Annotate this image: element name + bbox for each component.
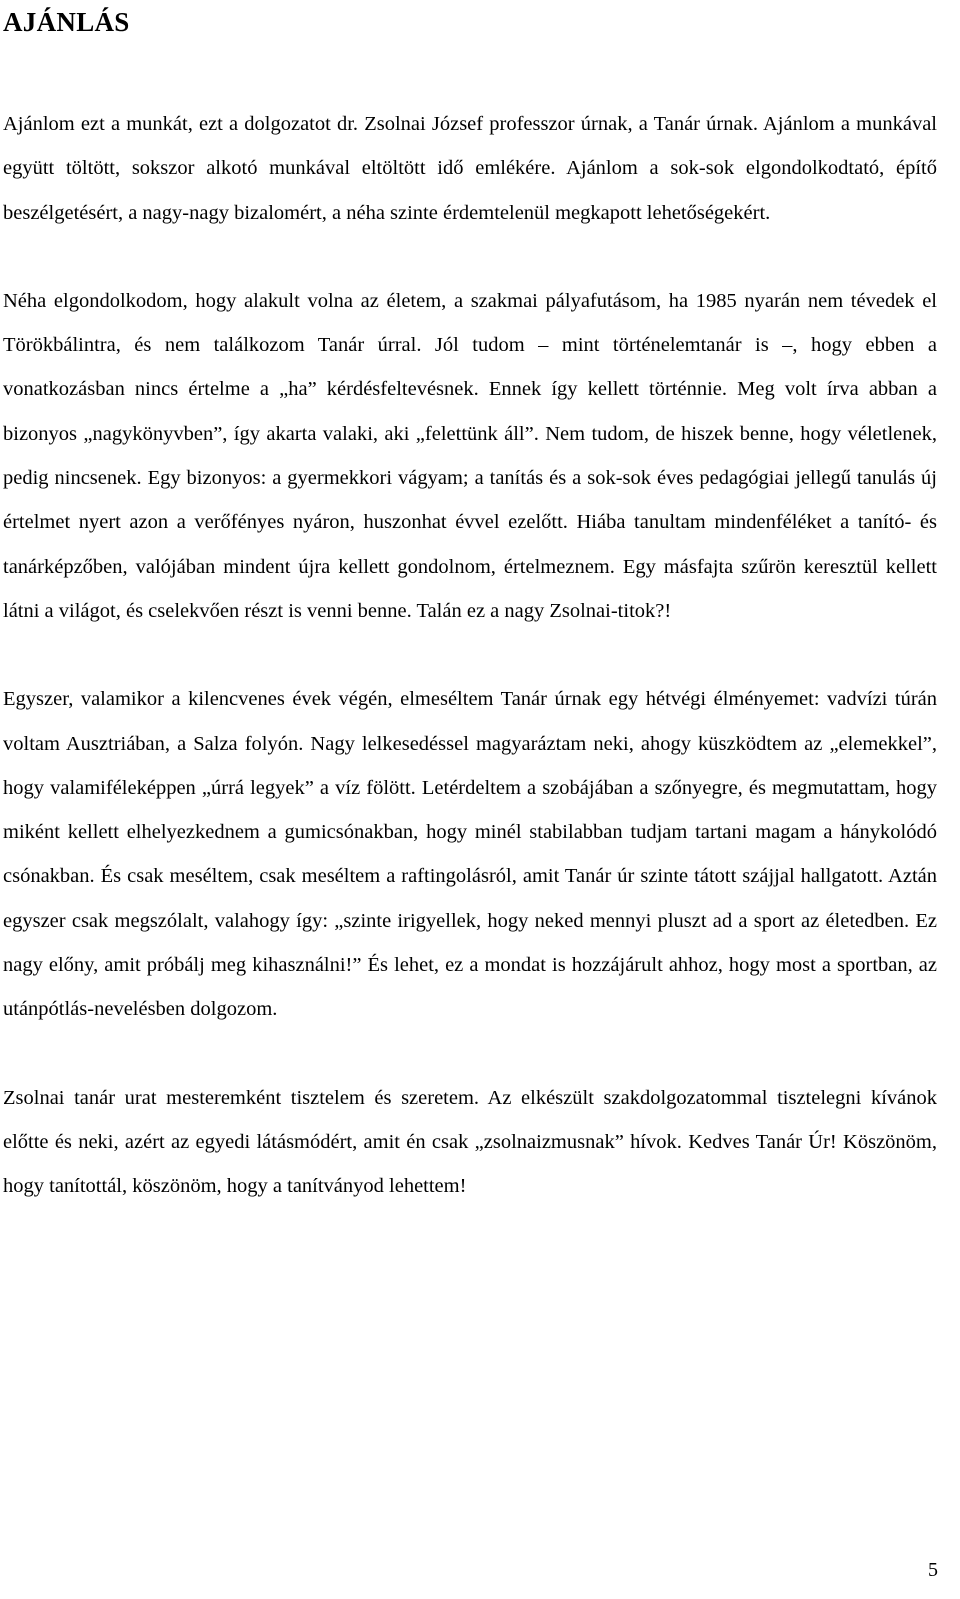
page-number: 5 [928,1559,938,1581]
paragraph-anecdote: Egyszer, valamikor a kilencvenes évek végén, elmeséltem Tanár úrnak egy hétvégi élményemet: vadvízi túrán voltam Ausztriában, a Salza folyón. Nagy lelkesedéssel magyaráztam neki, ahogy küszködtem az „elemekkel”, hogy valamiféleképpen „úrrá legyek” a víz fölött. Letérdeltem a szobájában a szőnyegre, és megmutattam, hogy miként kellett elhelyezkednem a gumicsónakban, hogy minél stabilabban tudjam tartani magam a hánykolódó csónakban. És csak meséltem, csak meséltem a raftingolásról, amit Tanár úr szinte tátott szájjal hallgatott. Aztán egyszer csak megszólalt, valahogy így: „szinte irigyellek, hogy neked mennyi pluszt ad a sport az életedben. Ez nagy előny, amit próbálj meg kihasználni!” És lehet, ez a mondat is hozzájárult ahhoz, hogy most a sportban, az utánpótlás-nevelésben dolgozom. [3,688,937,1021]
page-title: AJÁNLÁS [3,7,130,37]
paragraph-closing: Zsolnai tanár urat mesteremként tisztelem és szeretem. Az elkészült szakdolgozatommal tisztelegni kívánok előtte és neki, azért az egyedi látásmódért, amit én csak „zsolnaizmusnak” hívok. Kedves Tanár Úr! Köszönöm, hogy tanítottál, köszönöm, hogy a tanítványod lehettem! [3,1086,937,1198]
document-body [3,102,937,1209]
paragraph-dedication: Ajánlom ezt a munkát, ezt a dolgozatot dr. Zsolnai József professzor úrnak, a Tanár úrnak. Ajánlom a munkával együtt töltött, sokszor alkotó munkával eltöltött idő emlékére. Ajánlom a sok-sok elgondolkodtató, építő beszélgetésért, a nagy-nagy bizalomért, a néha szinte érdemtelenül megkapott lehetőségekért. [3,113,937,224]
paragraph-reflection: Néha elgondolkodom, hogy alakult volna az életem, a szakmai pályafutásom, ha 1985 nyarán nem tévedek el Törökbálintra, és nem találkozom Tanár úrral. Jól tudom – mint történelemtanár is –, hogy ebben a vonatkozásban nincs értelme a „ha” kérdésfeltevésnek. Ennek így kellett történnie. Meg volt írva abban a bizonyos „nagykönyvben”, így akarta valaki, aki „felettünk áll”. Nem tudom, de hiszek benne, hogy véletlenek, pedig nincsenek. Egy bizonyos: a gyermekkori vágyam; a tanítás és a sok-sok éves pedagógiai jellegű tanulás új értelmet nyert azon a verőfényes nyáron, huszonhat évvel ezelőtt. Hiába tanultam mindenféléket a tanító- és tanárképzőben, valójában mindent újra kellett gondolnom, értelmeznem. Egy másfajta szűrön keresztül kellett látni a világot, és cselekvően részt is venni benne. Talán ez a nagy Zsolnai-titok?! [3,289,937,622]
